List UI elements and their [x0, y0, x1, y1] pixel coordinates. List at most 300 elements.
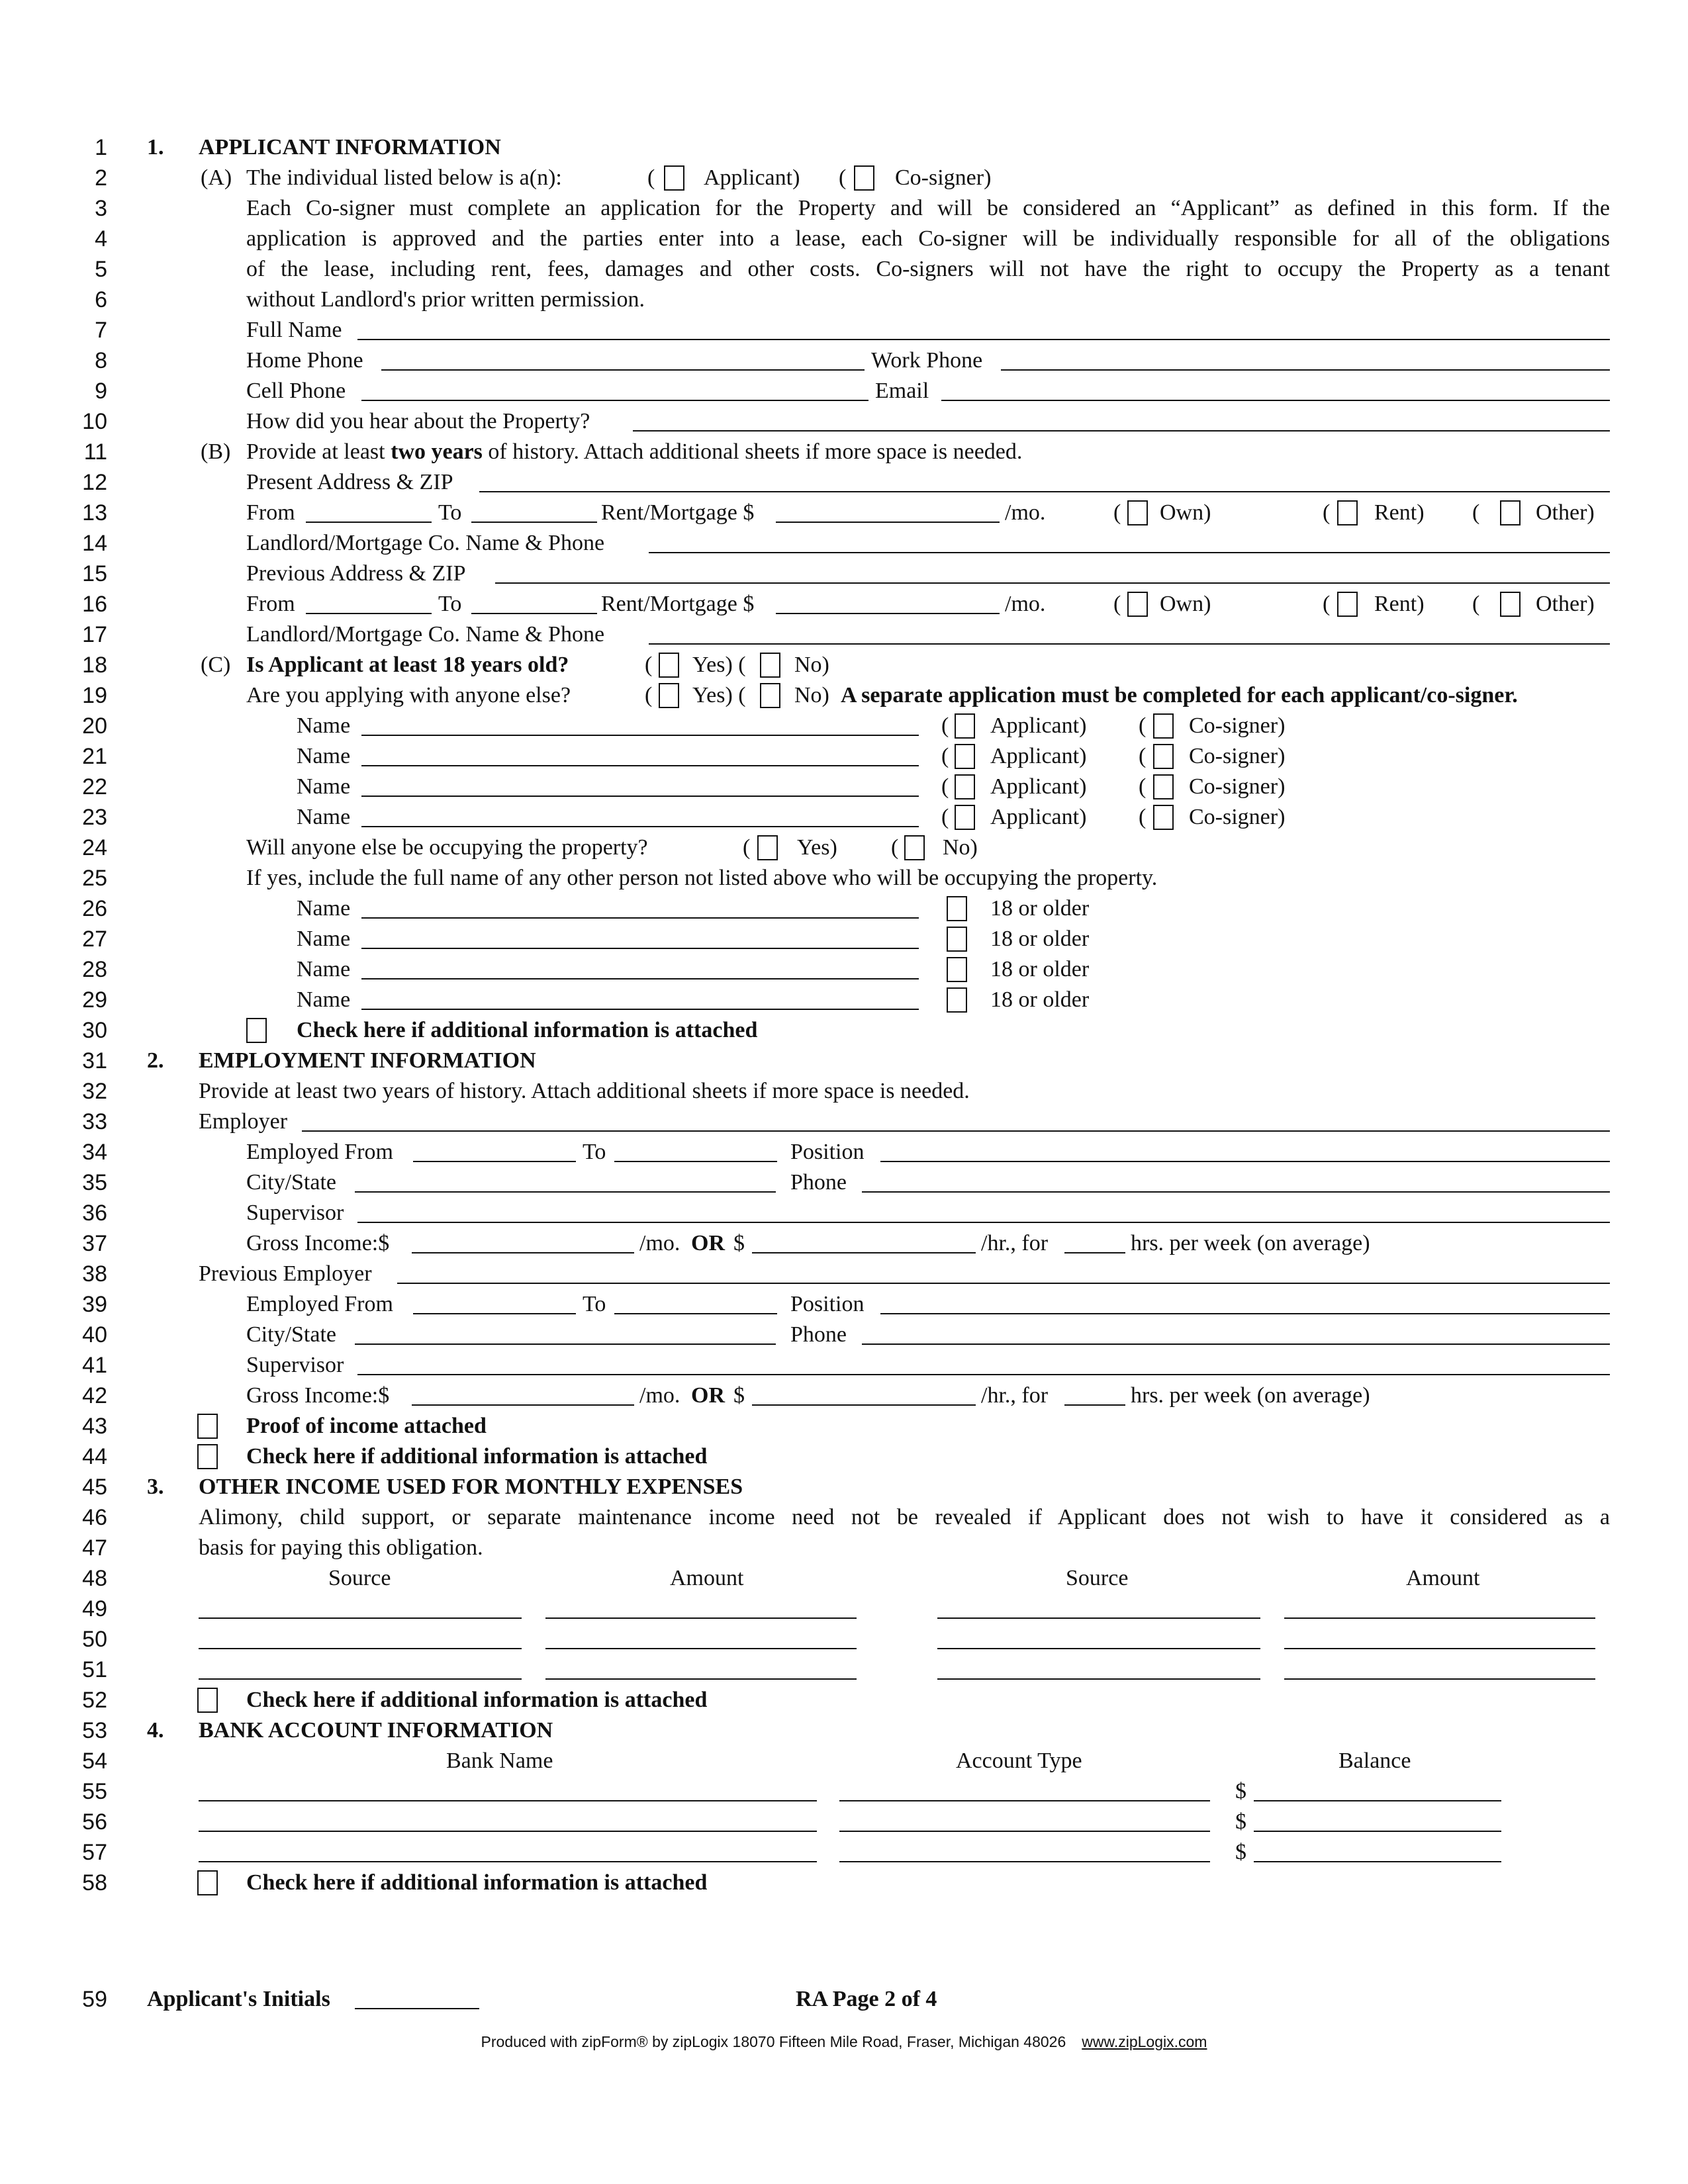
coapplicant-name-field[interactable]: [361, 735, 919, 736]
city-state-label: City/State: [246, 1170, 336, 1195]
present-own-checkbox[interactable]: [1127, 500, 1148, 525]
line-number: 2: [95, 165, 107, 191]
hourly-rate-field[interactable]: [752, 1252, 976, 1253]
occupying-no-checkbox[interactable]: [904, 835, 925, 860]
line-number: 4: [95, 226, 107, 251]
city-state-label: City/State: [246, 1322, 336, 1347]
additional-info-label: Check here if additional information is attached: [297, 1018, 758, 1042]
previous-to-field[interactable]: [471, 613, 597, 614]
initials-label: Applicant's Initials: [147, 1987, 330, 2011]
line-number: 32: [82, 1079, 107, 1104]
paren: (: [1139, 744, 1147, 768]
line-number: 33: [82, 1109, 107, 1134]
producer-text: Produced with zipForm® by zipLogix 18070 Fifteen Mile Road, Fraser, Michigan 48026: [481, 2033, 1066, 2050]
section-number: 4.: [147, 1718, 164, 1743]
occupying-yes-label: Yes): [797, 835, 837, 860]
yes-label: Yes) (: [692, 653, 746, 677]
applying-no-checkbox[interactable]: [760, 683, 780, 708]
dollar-sign: $: [1235, 1779, 1246, 1803]
full-name-field[interactable]: [357, 339, 1610, 340]
previous-landlord-field[interactable]: [649, 643, 1610, 645]
landlord-label: Landlord/Mortgage Co. Name & Phone: [246, 622, 605, 647]
account-type-field[interactable]: [839, 1800, 1210, 1801]
cosigner-paragraph-line: of the lease, including rent, fees, damages and other costs. Co-signers will not have the right to occupy the Property as a tenant: [246, 257, 1610, 281]
coapplicant-cosigner-checkbox[interactable]: [1153, 805, 1174, 830]
line-number: 7: [95, 318, 107, 343]
to-label: To: [583, 1140, 606, 1164]
occupant-name-field[interactable]: [361, 917, 919, 919]
rent-label: Rent): [1374, 592, 1425, 616]
cell-phone-label: Cell Phone: [246, 379, 346, 403]
paren: (: [941, 713, 949, 738]
line-number: 38: [82, 1261, 107, 1287]
previous-own-checkbox[interactable]: [1127, 592, 1148, 617]
line-number: 37: [82, 1231, 107, 1256]
home-phone-field[interactable]: [381, 369, 865, 371]
cosigner-label: Co-signer): [1189, 805, 1286, 829]
line-number: 56: [82, 1809, 107, 1835]
age18-label: 18 or older: [990, 896, 1090, 921]
line-number: 27: [82, 927, 107, 952]
applicant-option-label: Applicant): [704, 165, 800, 190]
coapplicant-cosigner-checkbox[interactable]: [1153, 744, 1174, 769]
other-income-paragraph-line: Alimony, child support, or separate maintenance income need not be revealed if Applicant does not wish to have it considered as a: [199, 1505, 1610, 1529]
name-label: Name: [297, 713, 351, 738]
balance-field[interactable]: [1254, 1800, 1501, 1801]
per-month-label: /mo.: [1005, 592, 1046, 616]
paren: (: [645, 683, 653, 707]
hear-about-field[interactable]: [633, 430, 1610, 432]
line-number: 44: [82, 1444, 107, 1469]
line-number: 50: [82, 1627, 107, 1652]
employed-to-field[interactable]: [614, 1161, 777, 1162]
present-from-field[interactable]: [306, 522, 432, 523]
proof-of-income-label: Proof of income attached: [246, 1414, 487, 1438]
section-title: EMPLOYMENT INFORMATION: [199, 1048, 536, 1073]
occupant-name-field[interactable]: [361, 978, 919, 979]
phone-label: Phone: [790, 1322, 847, 1347]
source-field[interactable]: [199, 1678, 522, 1680]
source-field[interactable]: [937, 1648, 1260, 1649]
applying-yes-checkbox[interactable]: [659, 683, 679, 708]
employer-phone-field[interactable]: [862, 1191, 1610, 1193]
applicant-type-prompt: The individual listed below is a(n):: [246, 165, 562, 190]
name-label: Name: [297, 927, 351, 951]
previous-address-field[interactable]: [495, 582, 1610, 584]
coapplicant-cosigner-checkbox[interactable]: [1153, 713, 1174, 739]
previous-employer-label: Previous Employer: [199, 1261, 372, 1286]
to-label: To: [583, 1292, 606, 1316]
no-label: No): [794, 653, 829, 677]
present-address-field[interactable]: [479, 491, 1610, 492]
supervisor-label: Supervisor: [246, 1201, 344, 1225]
email-label: Email: [875, 379, 929, 403]
prev-hours-per-week-field[interactable]: [1064, 1404, 1125, 1406]
line-number: 57: [82, 1840, 107, 1865]
section-title: APPLICANT INFORMATION: [199, 135, 501, 159]
from-label: From: [246, 592, 295, 616]
coapplicant-name-field[interactable]: [361, 796, 919, 797]
paren: (: [645, 653, 653, 677]
line-number: 12: [82, 470, 107, 495]
additional-info-checkbox[interactable]: [246, 1018, 267, 1043]
hours-per-week-field[interactable]: [1064, 1252, 1125, 1253]
prev-employed-from-field[interactable]: [413, 1313, 576, 1314]
section-number: 2.: [147, 1048, 164, 1073]
to-label: To: [438, 500, 462, 525]
name-label: Name: [297, 805, 351, 829]
line-number: 3: [95, 196, 107, 221]
line-number: 53: [82, 1718, 107, 1743]
coapplicant-applicant-checkbox[interactable]: [955, 744, 975, 769]
website-link[interactable]: www.zipLogix.com: [1082, 2033, 1207, 2050]
producer-footer: [0, 2033, 1688, 2051]
line-number: 9: [95, 379, 107, 404]
line-number: 48: [82, 1566, 107, 1591]
present-rent-checkbox[interactable]: [1337, 500, 1358, 525]
line-number: 41: [82, 1353, 107, 1378]
account-type-field[interactable]: [839, 1861, 1210, 1862]
initials-field[interactable]: [355, 2008, 479, 2009]
home-phone-label: Home Phone: [246, 348, 363, 373]
occupant-18-checkbox[interactable]: [947, 957, 967, 982]
line-number: 15: [82, 561, 107, 586]
line-number: 21: [82, 744, 107, 769]
name-label: Name: [297, 744, 351, 768]
hear-about-label: How did you hear about the Property?: [246, 409, 590, 433]
line-number: 35: [82, 1170, 107, 1195]
subsection-marker: (B): [201, 439, 231, 464]
line-number: 45: [82, 1475, 107, 1500]
applicant-label: Applicant): [990, 805, 1087, 829]
subsection-marker: (C): [201, 653, 231, 677]
applying-question: Are you applying with anyone else?: [246, 683, 571, 707]
page-footer-line: [0, 1984, 1688, 2015]
line-number: 17: [82, 622, 107, 647]
line-number: 22: [82, 774, 107, 799]
line-number: 10: [82, 409, 107, 434]
line-number: 43: [82, 1414, 107, 1439]
to-label: To: [438, 592, 462, 616]
no-label: No): [794, 683, 829, 707]
amount-header: Amount: [670, 1566, 744, 1590]
from-label: From: [246, 500, 295, 525]
line-number: 1: [95, 135, 107, 160]
employer-label: Employer: [199, 1109, 288, 1134]
line-number: 8: [95, 348, 107, 373]
page-indicator: RA Page 2 of 4: [796, 1987, 937, 2011]
work-phone-field[interactable]: [1001, 369, 1610, 371]
line-number: 28: [82, 957, 107, 982]
paren: (: [891, 835, 899, 860]
present-address-label: Present Address & ZIP: [246, 470, 453, 494]
line-number: 11: [83, 439, 107, 465]
occupying-yes-checkbox[interactable]: [757, 835, 778, 860]
age-no-checkbox[interactable]: [760, 653, 780, 678]
additional-info-label: Check here if additional information is attached: [246, 1688, 708, 1712]
prev-hourly-rate-field[interactable]: [752, 1404, 976, 1406]
line-number: 5: [95, 257, 107, 282]
line-number: 52: [82, 1688, 107, 1713]
line-number: 30: [82, 1018, 107, 1043]
own-label: Own): [1160, 500, 1211, 525]
paren: (: [647, 165, 655, 190]
source-field[interactable]: [937, 1678, 1260, 1680]
name-label: Name: [297, 987, 351, 1012]
hours-per-week-label: hrs. per week (on average): [1131, 1383, 1370, 1408]
email-field[interactable]: [941, 400, 1610, 401]
line-number: 34: [82, 1140, 107, 1165]
city-state-field[interactable]: [355, 1191, 776, 1193]
paren: (: [839, 165, 847, 190]
additional-info-checkbox[interactable]: [197, 1870, 218, 1895]
line-number: 58: [82, 1870, 107, 1895]
additional-info-label: Check here if additional information is attached: [246, 1870, 708, 1895]
age-question: Is Applicant at least 18 years old?: [246, 653, 569, 677]
other-income-paragraph-line: basis for paying this obligation.: [199, 1535, 483, 1560]
source-field[interactable]: [937, 1617, 1260, 1619]
rent-mortgage-label: Rent/Mortgage $: [601, 500, 755, 525]
line-number: 42: [82, 1383, 107, 1408]
cell-phone-field[interactable]: [361, 400, 868, 401]
section-title: BANK ACCOUNT INFORMATION: [199, 1718, 553, 1743]
line-number: 51: [82, 1657, 107, 1682]
amount-field[interactable]: [1284, 1678, 1595, 1680]
line-number: 25: [82, 866, 107, 891]
bank-name-field[interactable]: [199, 1831, 817, 1832]
occupying-no-label: No): [943, 835, 978, 860]
paren: (: [1139, 774, 1147, 799]
paren: (: [1139, 713, 1147, 738]
line-number: 20: [82, 713, 107, 739]
prev-supervisor-field[interactable]: [357, 1374, 1610, 1375]
dollar-sign: $: [733, 1383, 745, 1408]
hours-per-week-label: hrs. per week (on average): [1131, 1231, 1370, 1255]
per-hour-label: /hr., for: [981, 1383, 1049, 1408]
account-type-field[interactable]: [839, 1831, 1210, 1832]
line-number: 40: [82, 1322, 107, 1347]
previous-other-checkbox[interactable]: [1500, 592, 1521, 617]
or-label: OR: [691, 1231, 725, 1255]
paren: (: [1113, 500, 1121, 525]
prev-city-state-field[interactable]: [355, 1343, 776, 1345]
occupant-18-checkbox[interactable]: [947, 927, 967, 952]
cosigner-paragraph-line: application is approved and the parties enter into a lease, each Co-signer will be individually responsible for all of the obligations: [246, 226, 1610, 251]
prev-monthly-income-field[interactable]: [412, 1404, 634, 1406]
position-label: Position: [790, 1292, 865, 1316]
employment-intro: Provide at least two years of history. Attach additional sheets if more space is needed.: [199, 1079, 970, 1103]
previous-address-label: Previous Address & ZIP: [246, 561, 466, 586]
section-number: 3.: [147, 1475, 164, 1499]
paren: (: [1323, 500, 1331, 525]
bank-name-header: Bank Name: [446, 1749, 553, 1773]
line-number: 31: [82, 1048, 107, 1073]
supervisor-field[interactable]: [357, 1222, 1610, 1223]
line-number: 26: [82, 896, 107, 921]
previous-from-field[interactable]: [306, 613, 432, 614]
paren: (: [1139, 805, 1147, 829]
occupying-note: If yes, include the full name of any other person not listed above who will be occupying the property.: [246, 866, 1158, 890]
amount-field[interactable]: [545, 1617, 857, 1619]
line-number: 39: [82, 1292, 107, 1317]
cosigner-option-label: Co-signer): [895, 165, 992, 190]
other-label: Other): [1536, 500, 1595, 525]
prev-position-field[interactable]: [880, 1313, 1610, 1314]
employed-from-label: Employed From: [246, 1292, 393, 1316]
cosigner-label: Co-signer): [1189, 713, 1286, 738]
amount-field[interactable]: [1284, 1648, 1595, 1649]
source-field[interactable]: [199, 1617, 522, 1619]
line-number: 47: [82, 1535, 107, 1561]
position-field[interactable]: [880, 1161, 1610, 1162]
age18-label: 18 or older: [990, 957, 1090, 981]
age-yes-checkbox[interactable]: [659, 653, 679, 678]
line-number: 59: [82, 1987, 107, 2012]
coapplicant-applicant-checkbox[interactable]: [955, 805, 975, 830]
cosigner-paragraph-line: without Landlord's prior written permission.: [246, 287, 645, 312]
paren: (: [941, 805, 949, 829]
age18-label: 18 or older: [990, 927, 1090, 951]
section-title: OTHER INCOME USED FOR MONTHLY EXPENSES: [199, 1475, 743, 1499]
own-label: Own): [1160, 592, 1211, 616]
proof-of-income-checkbox[interactable]: [197, 1414, 218, 1439]
per-hour-label: /hr., for: [981, 1231, 1049, 1255]
paren: (: [1472, 592, 1480, 616]
phone-label: Phone: [790, 1170, 847, 1195]
line-number: 19: [82, 683, 107, 708]
amount-field[interactable]: [1284, 1617, 1595, 1619]
occupant-name-field[interactable]: [361, 948, 919, 949]
per-month-label: /mo.: [639, 1231, 680, 1255]
additional-info-checkbox[interactable]: [197, 1444, 218, 1469]
balance-field[interactable]: [1254, 1831, 1501, 1832]
cosigner-label: Co-signer): [1189, 744, 1286, 768]
age18-label: 18 or older: [990, 987, 1090, 1012]
employer-field[interactable]: [302, 1130, 1610, 1132]
occupant-18-checkbox[interactable]: [947, 896, 967, 921]
present-other-checkbox[interactable]: [1500, 500, 1521, 525]
monthly-income-field[interactable]: [412, 1252, 634, 1253]
coapplicant-cosigner-checkbox[interactable]: [1153, 774, 1174, 799]
prev-employer-phone-field[interactable]: [862, 1343, 1610, 1345]
present-to-field[interactable]: [471, 522, 597, 523]
paren: (: [941, 744, 949, 768]
landlord-label: Landlord/Mortgage Co. Name & Phone: [246, 531, 605, 555]
line-number: 14: [82, 531, 107, 556]
prev-employed-to-field[interactable]: [614, 1313, 777, 1314]
separate-application-note: A separate application must be completed for each applicant/co-signer.: [841, 683, 1518, 707]
source-header: Source: [328, 1566, 391, 1590]
occupant-name-field[interactable]: [361, 1009, 919, 1010]
applicant-label: Applicant): [990, 774, 1087, 799]
gross-income-label: Gross Income:$: [246, 1383, 390, 1408]
history-intro: Provide at least two years of history. Attach additional sheets if more space is needed.: [246, 439, 1023, 464]
previous-rent-checkbox[interactable]: [1337, 592, 1358, 617]
section-number: 1.: [147, 135, 164, 159]
additional-info-label: Check here if additional information is attached: [246, 1444, 708, 1469]
occupying-question: Will anyone else be occupying the property?: [246, 835, 648, 860]
balance-header: Balance: [1338, 1749, 1411, 1773]
paren: (: [1113, 592, 1121, 616]
cosigner-paragraph-line: Each Co-signer must complete an application for the Property and will be considered an “Applicant” as defined in this form. If the: [246, 196, 1610, 220]
work-phone-label: Work Phone: [871, 348, 983, 373]
gross-income-label: Gross Income:$: [246, 1231, 390, 1255]
line-number: 49: [82, 1596, 107, 1621]
supervisor-label: Supervisor: [246, 1353, 344, 1377]
full-name-label: Full Name: [246, 318, 342, 342]
line-number: 36: [82, 1201, 107, 1226]
source-field[interactable]: [199, 1648, 522, 1649]
name-label: Name: [297, 896, 351, 921]
rent-label: Rent): [1374, 500, 1425, 525]
additional-info-checkbox[interactable]: [197, 1688, 218, 1713]
balance-field[interactable]: [1254, 1861, 1501, 1862]
paren: (: [1323, 592, 1331, 616]
line-number: 13: [82, 500, 107, 525]
coapplicant-applicant-checkbox[interactable]: [955, 713, 975, 739]
account-type-header: Account Type: [956, 1749, 1082, 1773]
occupant-18-checkbox[interactable]: [947, 987, 967, 1013]
line-number: 54: [82, 1749, 107, 1774]
or-label: OR: [691, 1383, 725, 1408]
coapplicant-name-field[interactable]: [361, 765, 919, 766]
yes-label: Yes) (: [692, 683, 746, 707]
paren: (: [941, 774, 949, 799]
applicant-label: Applicant): [990, 713, 1087, 738]
paren: (: [743, 835, 751, 860]
amount-field[interactable]: [545, 1648, 857, 1649]
previous-employer-field[interactable]: [397, 1283, 1610, 1284]
line-number: 18: [82, 653, 107, 678]
applicant-label: Applicant): [990, 744, 1087, 768]
coapplicant-name-field[interactable]: [361, 826, 919, 827]
line-number: 55: [82, 1779, 107, 1804]
amount-field[interactable]: [545, 1678, 857, 1680]
rent-mortgage-label: Rent/Mortgage $: [601, 592, 755, 616]
employed-from-field[interactable]: [413, 1161, 576, 1162]
amount-header: Amount: [1406, 1566, 1480, 1590]
dollar-sign: $: [733, 1231, 745, 1255]
line-number: 6: [95, 287, 107, 312]
paren: (: [1472, 500, 1480, 525]
position-label: Position: [790, 1140, 865, 1164]
name-label: Name: [297, 774, 351, 799]
line-number: 24: [82, 835, 107, 860]
cosigner-checkbox[interactable]: [854, 165, 874, 191]
previous-rent-field[interactable]: [776, 613, 1000, 614]
source-header: Source: [1066, 1566, 1129, 1590]
line-number: 23: [82, 805, 107, 830]
employed-from-label: Employed From: [246, 1140, 393, 1164]
applicant-checkbox[interactable]: [664, 165, 684, 191]
bank-name-field[interactable]: [199, 1861, 817, 1862]
name-label: Name: [297, 957, 351, 981]
dollar-sign: $: [1235, 1809, 1246, 1834]
line-number: 16: [82, 592, 107, 617]
line-number: 46: [82, 1505, 107, 1530]
line-number: 29: [82, 987, 107, 1013]
bank-name-field[interactable]: [199, 1800, 817, 1801]
coapplicant-applicant-checkbox[interactable]: [955, 774, 975, 799]
other-label: Other): [1536, 592, 1595, 616]
cosigner-label: Co-signer): [1189, 774, 1286, 799]
present-rent-field[interactable]: [776, 522, 1000, 523]
per-month-label: /mo.: [639, 1383, 680, 1408]
per-month-label: /mo.: [1005, 500, 1046, 525]
subsection-marker: (A): [201, 165, 232, 190]
dollar-sign: $: [1235, 1840, 1246, 1864]
present-landlord-field[interactable]: [649, 552, 1610, 553]
